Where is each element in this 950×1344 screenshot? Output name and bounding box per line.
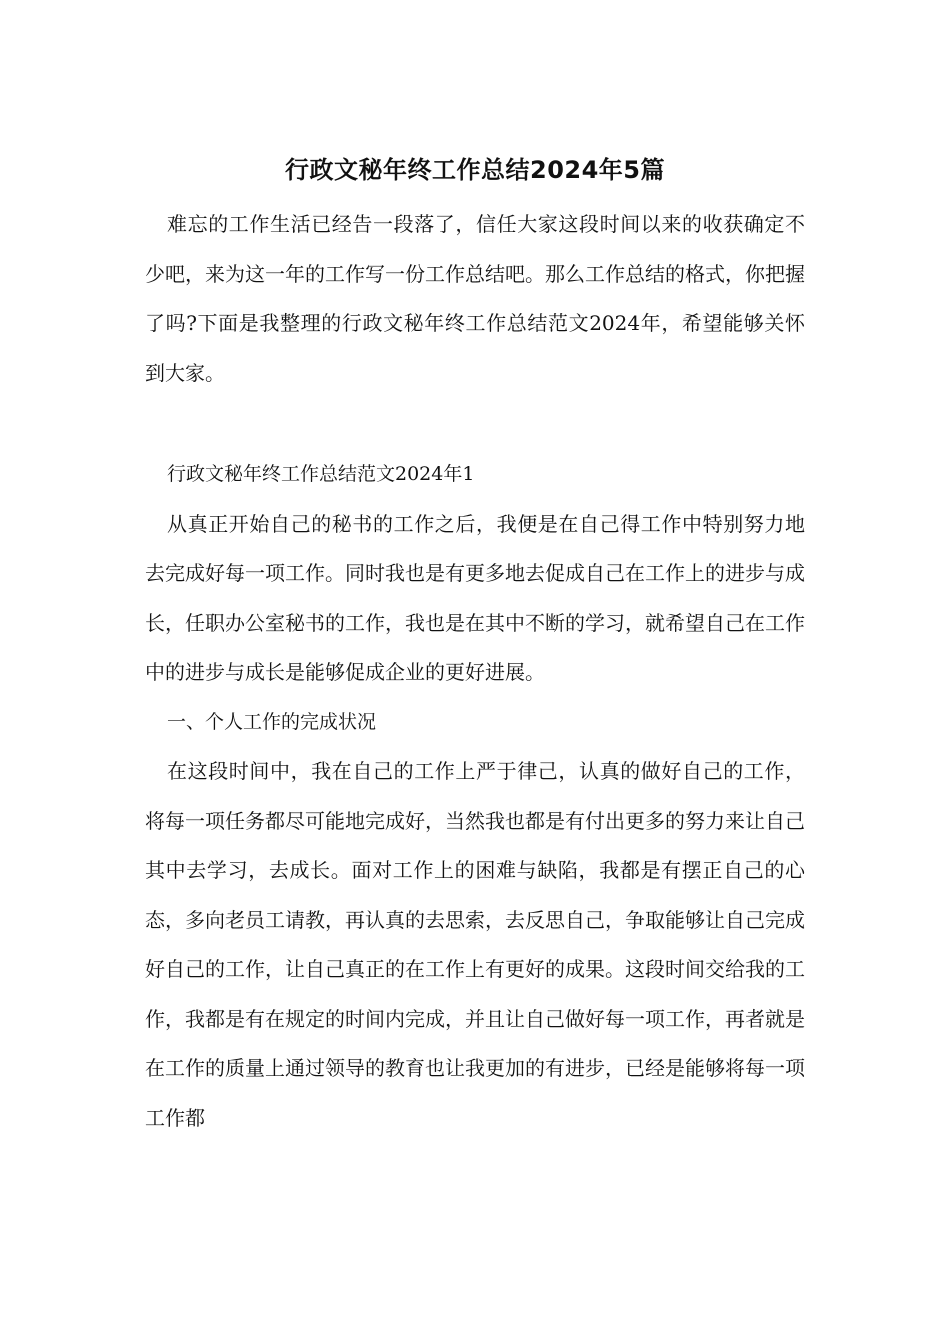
document-body [145,200,805,1143]
section-heading: 行政文秘年终工作总结范文2024年1 [167,463,475,485]
intro-paragraph: 难忘的工作生活已经告一段落了，信任大家这段时间以来的收获确定不少吧，来为这一年的工作写一份工作总结吧。那么工作总结的格式，你把握了吗?下面是我整理的行政文秘年终工作总结范文2024年，希望能够关怀到大家。 [145,212,805,385]
subsection-paragraph: 在这段时间中，我在自己的工作上严于律己，认真的做好自己的工作，将每一项任务都尽可能地完成好，当然我也都是有付出更多的努力来让自己其中去学习，去成长。面对工作上的困难与缺陷，我都是有摆正自己的心态，多向老员工请教，再认真的去思索，去反思自己，争取能够让自己完成好自己的工作，让自己真正的在工作上有更好的成果。这段时间交给我的工作，我都是有在规定的时间内完成，并且让自己做好每一项工作，再者就是在工作的质量上通过领导的教育也让我更加的有进步，已经是能够将每一项工作都 [145,759,805,1130]
subsection-heading: 一、个人工作的完成状况 [167,710,377,733]
document-title: 行政文秘年终工作总结2024年5篇 [285,156,665,184]
paragraph-spacer [145,398,805,450]
section-paragraph: 从真正开始自己的秘书的工作之后，我便是在自己得工作中特别努力地去完成好每一项工作。同时我也是有更多地去促成自己在工作上的进步与成长，任职办公室秘书的工作，我也是在其中不断的学习，就希望自己在工作中的进步与成长是能够促成企业的更好进展。 [145,511,805,684]
